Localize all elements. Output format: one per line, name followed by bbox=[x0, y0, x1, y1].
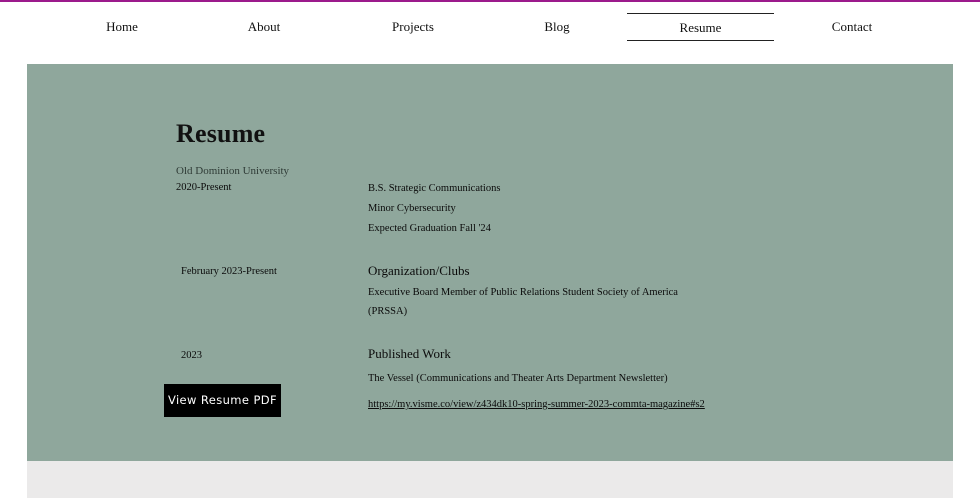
education-minor: Minor Cybersecurity bbox=[368, 203, 456, 214]
published-dates: 2023 bbox=[181, 350, 202, 361]
organizations-heading: Organization/Clubs bbox=[368, 263, 470, 278]
nav-resume[interactable]: Resume bbox=[627, 13, 774, 41]
nav-projects[interactable]: Projects bbox=[392, 19, 434, 34]
published-heading: Published Work bbox=[368, 346, 451, 361]
nav-home[interactable]: Home bbox=[106, 19, 138, 34]
school-name: Old Dominion University bbox=[176, 165, 290, 177]
view-resume-pdf-button[interactable]: View Resume PDF bbox=[164, 384, 281, 417]
education-dates: 2020-Present bbox=[176, 182, 232, 193]
main-navigation bbox=[0, 0, 980, 52]
footer-band bbox=[27, 461, 953, 498]
education-graduation: Expected Graduation Fall '24 bbox=[368, 223, 491, 234]
published-title: The Vessel (Communications and Theater Arts Department Newsletter) bbox=[368, 373, 668, 384]
organizations-role: Executive Board Member of Public Relations Student Society of America bbox=[368, 287, 678, 298]
education-degree: B.S. Strategic Communications bbox=[368, 183, 501, 194]
organizations-role-abbrev: (PRSSA) bbox=[368, 306, 408, 317]
organizations-dates: February 2023-Present bbox=[181, 266, 277, 277]
page-title: Resume bbox=[176, 119, 266, 148]
nav-blog[interactable]: Blog bbox=[544, 19, 570, 34]
published-link[interactable]: https://my.visme.co/view/z434dk10-spring-summer-2023-commta-magazine#s2 bbox=[368, 399, 705, 410]
nav-contact[interactable]: Contact bbox=[831, 19, 873, 34]
nav-about[interactable]: About bbox=[247, 19, 281, 34]
